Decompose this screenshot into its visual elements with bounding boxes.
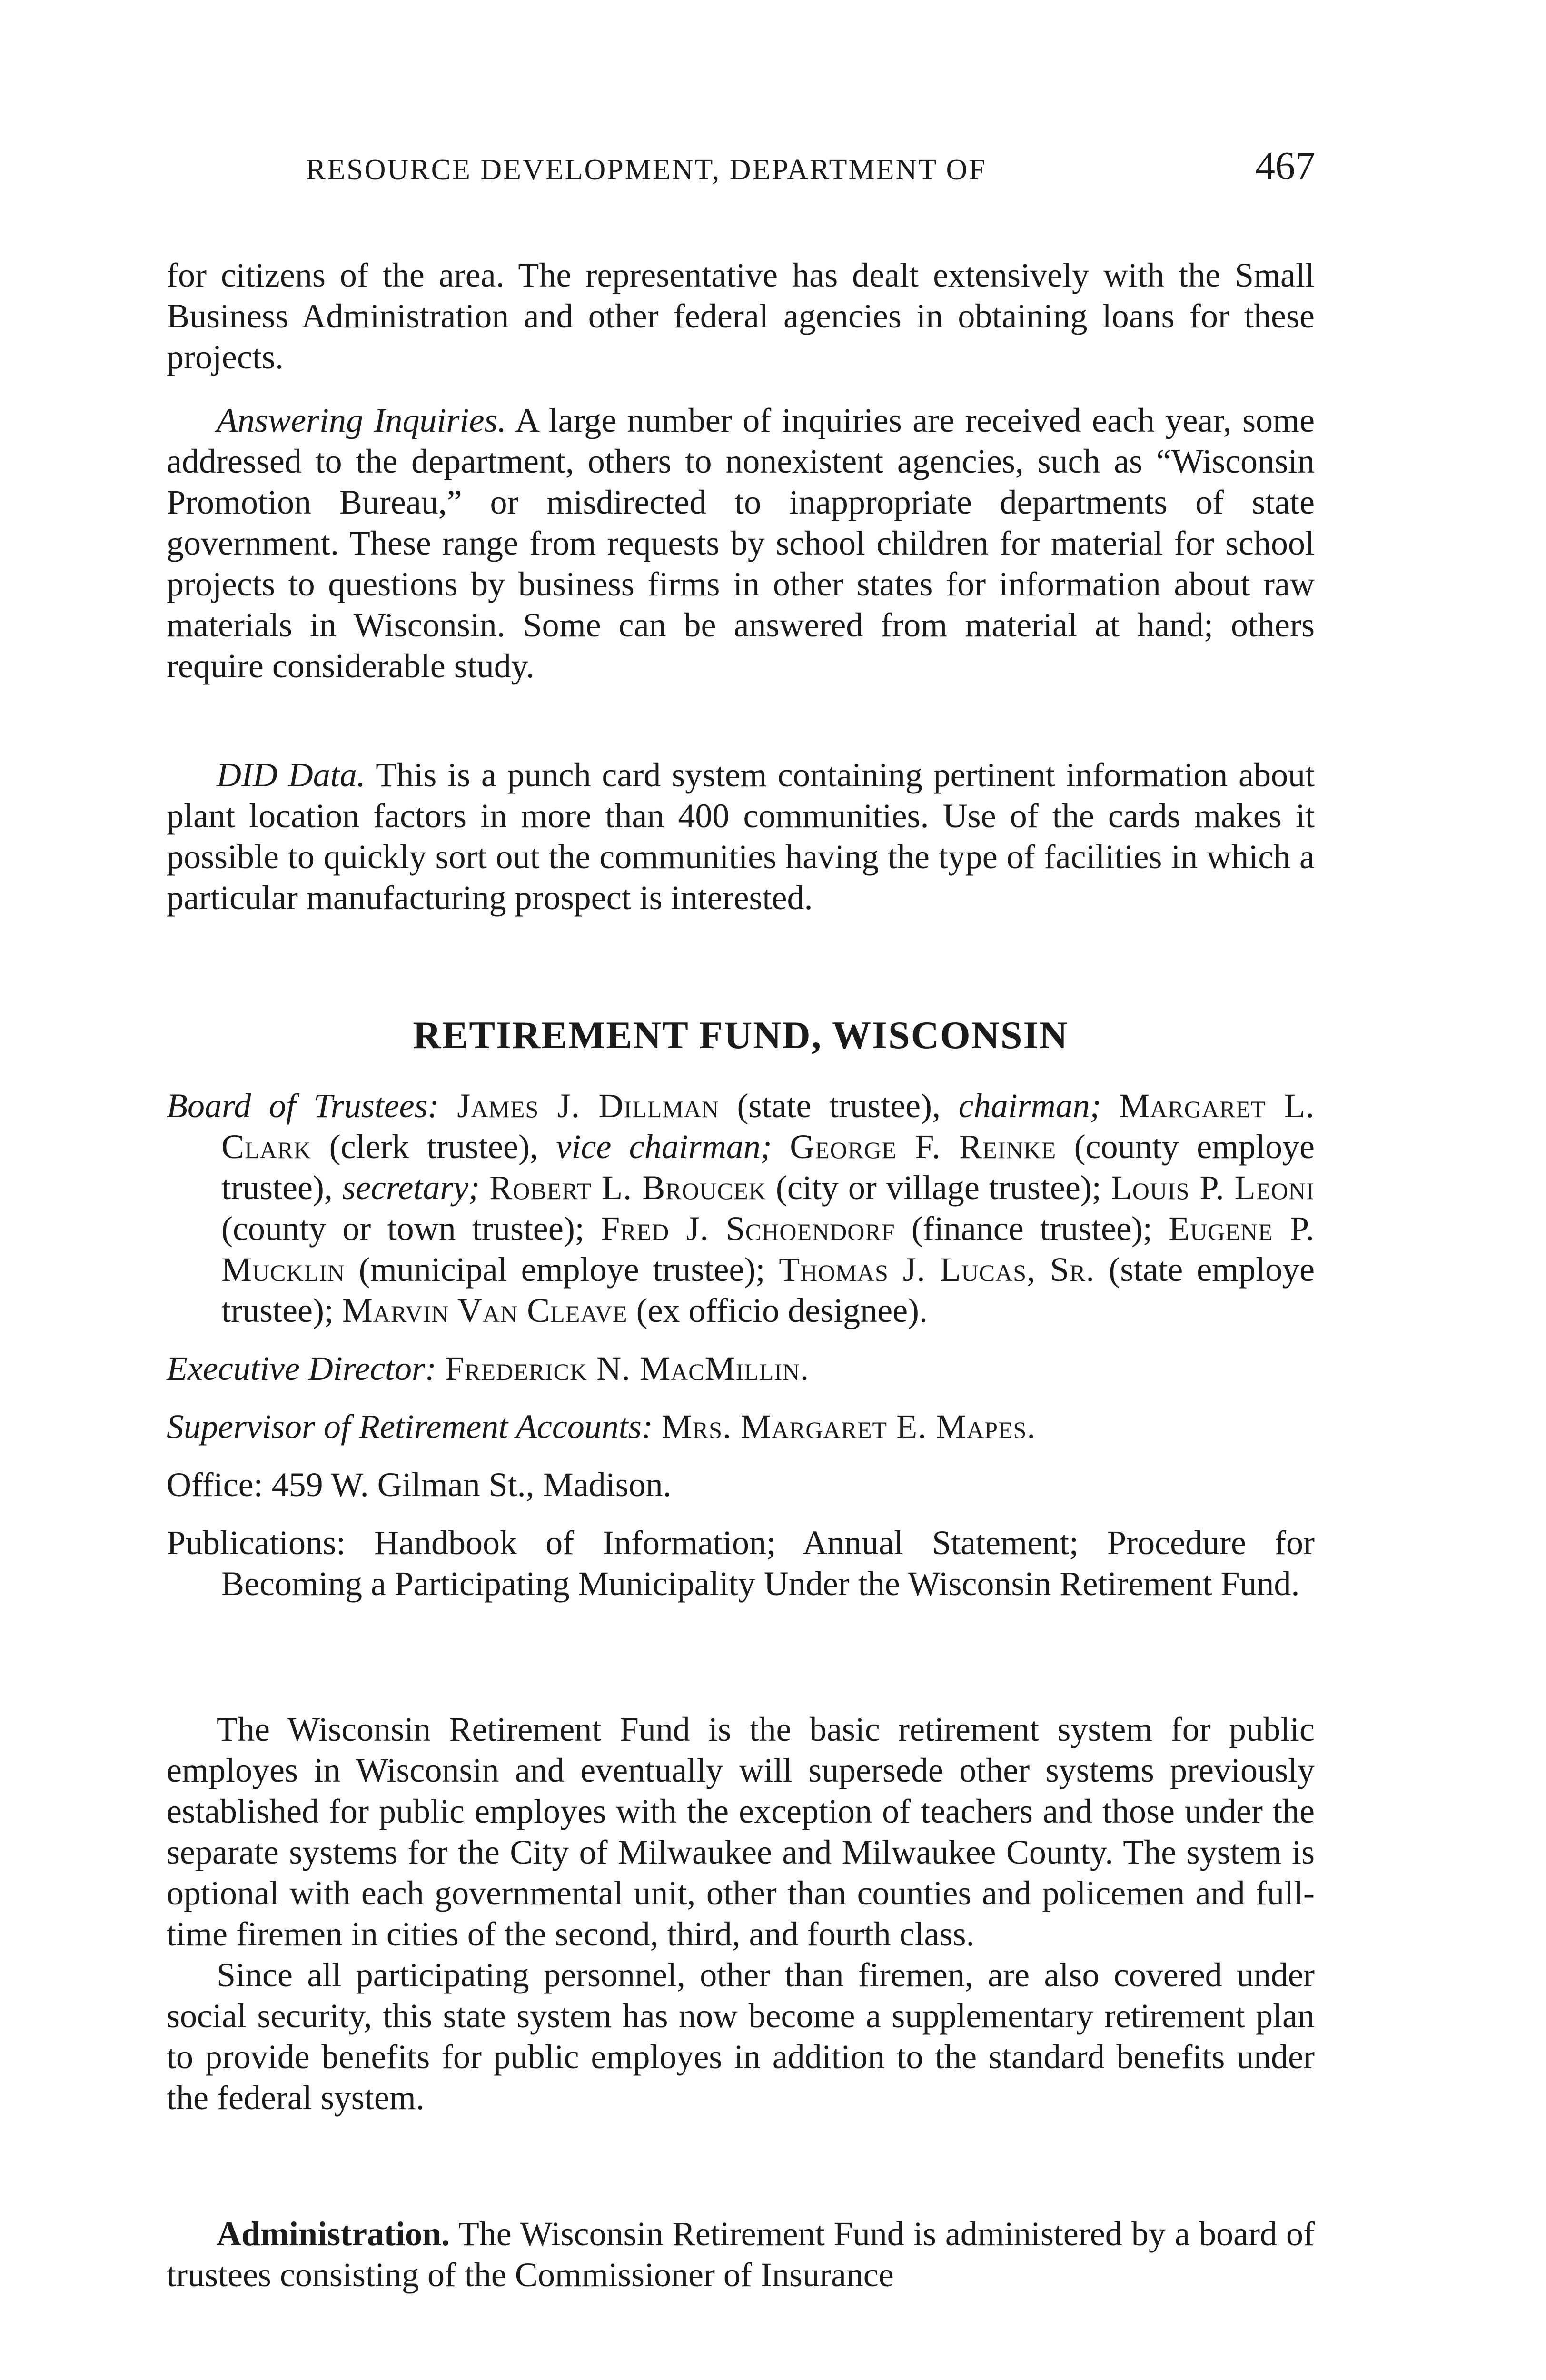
- trustee-name: Marvin Van Cleave: [342, 1291, 628, 1329]
- paragraph-lead: DID Data.: [217, 756, 366, 794]
- executive-director: Executive Director: Frederick N. MacMillin.: [167, 1349, 810, 1388]
- running-head-title: RESOURCE DEVELOPMENT, DEPARTMENT OF: [306, 154, 987, 186]
- trustee-name: Thomas J. Lucas, Sr.: [779, 1250, 1095, 1289]
- paragraph-administration: [167, 2213, 1315, 2295]
- page-number: 467: [1255, 144, 1315, 188]
- paragraph-answering-inquiries: [167, 400, 1315, 686]
- paragraph-text: for citizens of the area. The representative has dealt extensively with the Small Business Administration and other federal agencies in obtaining loans for these projects.: [167, 256, 1315, 376]
- paragraph-lead: Administration.: [217, 2215, 450, 2253]
- directory-entries: [167, 1085, 1315, 1621]
- publications: Publications: Handbook of Information; Annual Statement; Procedure for Becoming a Participating Municipality Under the Wisconsin Retirement Fund.: [167, 1524, 1315, 1603]
- trustee-name: Eugene P. Mucklin: [221, 1210, 1315, 1289]
- board-of-trustees: Board of Trustees: James J. Dillman (state trustee), chairman; Margaret L. Clark (clerk trustee), vice chairman; George F. Reinke (county employe trustee), secretary; Robert L. Broucek (city or village trustee); Louis P. Leoni (county or town trustee); Fred J. Schoendorf (finance trustee); Eugene P. Mucklin (municipal employe trustee); Thomas J. Lucas, Sr. (state employe trustee); Marvin Van Cleave (ex officio designee).: [167, 1087, 1315, 1329]
- paragraph-text: The Wisconsin Retirement Fund is administered by a board of trustees consisting of the Commissioner of Insurance: [167, 2215, 1315, 2294]
- office-address: Office: 459 W. Gilman St., Madison.: [167, 1466, 672, 1504]
- paragraph-did-data: [167, 754, 1315, 918]
- supervisor-of-accounts: Supervisor of Retirement Accounts: Mrs. Margaret E. Mapes.: [167, 1408, 1036, 1446]
- trustee-name: George F. Reinke: [790, 1128, 1057, 1166]
- trustee-name: Robert L. Broucek: [489, 1169, 766, 1207]
- paragraph-lead: Answering Inquiries.: [217, 401, 506, 439]
- paragraph-text: Since all participating personnel, other than firemen, are also covered under social security, this state system has now become a supplementary retirement plan to provide benefits for public employes in addition to the standard benefits under the federal system.: [167, 1956, 1315, 2117]
- paragraph-text: A large number of inquiries are received each year, some addressed to the department, others to nonexistent agencies, such as “Wisconsin Promotion Bureau,” or misdirected to inappropriate departments of state government. These range from requests by school children for material for school projects to questions by business firms in other states for information about raw materials in Wisconsin. Some can be answered from material at hand; others require considerable study.: [167, 401, 1315, 685]
- paragraph-wisconsin-retirement-fund: [167, 1709, 1315, 2118]
- paragraph-text: This is a punch card system containing pertinent information about plant location factors in more than 400 communities. Use of the cards makes it possible to quickly sort out the communities having the type of facilities in which a particular manufacturing prospect is interested.: [167, 756, 1315, 917]
- paragraph-continuation: [167, 255, 1315, 377]
- section-heading: RETIREMENT FUND, WISCONSIN: [413, 1013, 1069, 1057]
- trustee-name: James J. Dillman: [457, 1087, 719, 1125]
- trustee-name: Margaret L. Clark: [221, 1087, 1315, 1166]
- trustee-name: Louis P. Leoni: [1110, 1169, 1315, 1207]
- trustee-name: Fred J. Schoendorf: [601, 1210, 895, 1248]
- paragraph-text: The Wisconsin Retirement Fund is the basic retirement system for public employes in Wisconsin and eventually will supersede other systems previously established for public employes with the exception of teachers and those under the separate systems for the City of Milwaukee and Milwaukee County. The system is optional with each governmental unit, other than counties and policemen and full-time firemen in cities of the second, third, and fourth class.: [167, 1710, 1315, 1953]
